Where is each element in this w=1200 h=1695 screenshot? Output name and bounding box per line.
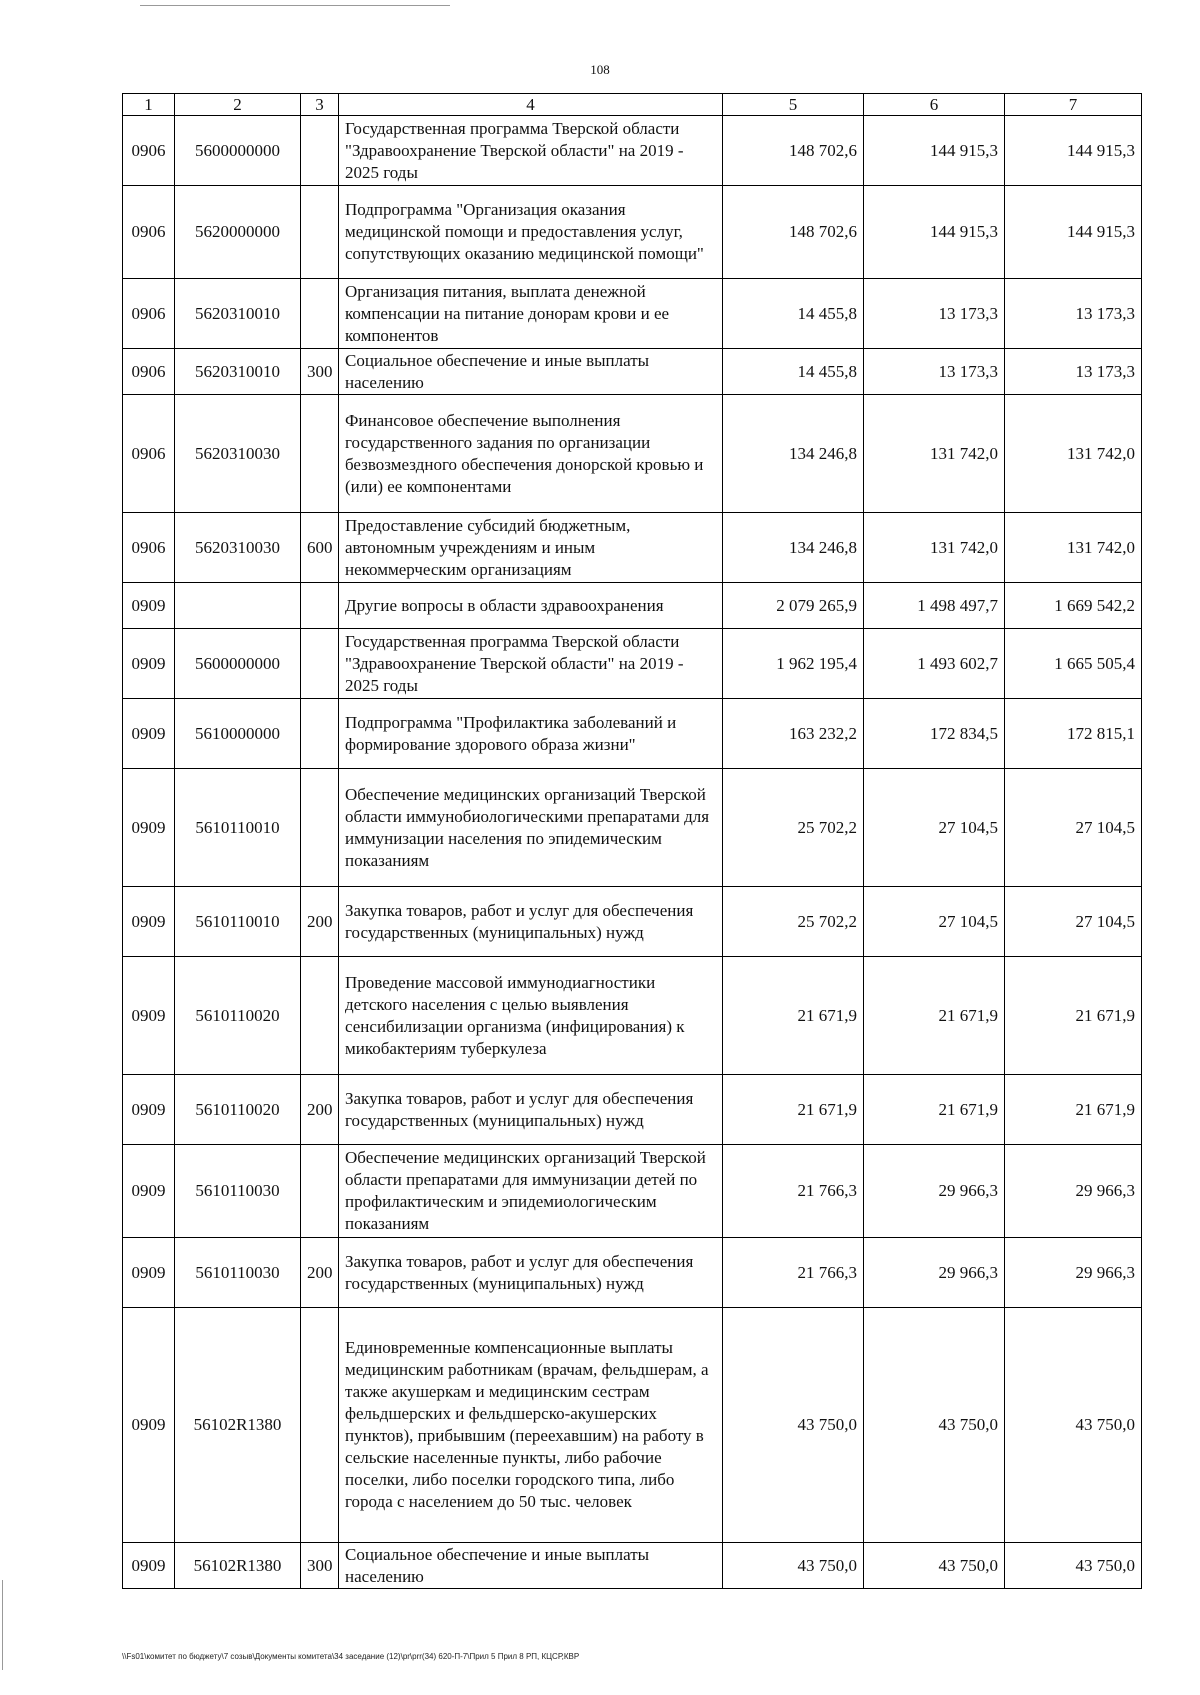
item-name: Обеспечение медицинских организаций Тверской области иммунобиологическими препаратами для иммунизации населения по эпидемическим показаниям: [339, 769, 723, 887]
value-col-5: 21 766,3: [723, 1238, 864, 1308]
expense-type: [301, 1145, 339, 1238]
value-col-5: 25 702,2: [723, 769, 864, 887]
value-col-7: 43 750,0: [1005, 1308, 1142, 1543]
target-code: 5610110030: [175, 1238, 301, 1308]
value-col-5: 43 750,0: [723, 1543, 864, 1589]
expense-type: [301, 116, 339, 186]
item-name: Социальное обеспечение и иные выплаты населению: [339, 349, 723, 395]
table-row: [123, 957, 1142, 1075]
expense-type: [301, 583, 339, 629]
item-name: Другие вопросы в области здравоохранения: [339, 583, 723, 629]
section-code: 0906: [123, 513, 175, 583]
expense-type: [301, 629, 339, 699]
value-col-5: 43 750,0: [723, 1308, 864, 1543]
table-row: [123, 629, 1142, 699]
value-col-6: 29 966,3: [864, 1145, 1005, 1238]
value-col-7: 172 815,1: [1005, 699, 1142, 769]
section-code: 0909: [123, 957, 175, 1075]
target-code: 5610110010: [175, 769, 301, 887]
value-col-7: 29 966,3: [1005, 1238, 1142, 1308]
value-col-7: 131 742,0: [1005, 513, 1142, 583]
value-col-6: 21 671,9: [864, 1075, 1005, 1145]
value-col-6: 43 750,0: [864, 1308, 1005, 1543]
value-col-6: 131 742,0: [864, 395, 1005, 513]
value-col-6: 13 173,3: [864, 349, 1005, 395]
header-col-1: 1: [123, 94, 175, 116]
item-name: Закупка товаров, работ и услуг для обеспечения государственных (муниципальных) нужд: [339, 1238, 723, 1308]
section-code: 0906: [123, 116, 175, 186]
value-col-6: 144 915,3: [864, 186, 1005, 279]
header-col-2: 2: [175, 94, 301, 116]
target-code: 5620000000: [175, 186, 301, 279]
value-col-5: 21 671,9: [723, 1075, 864, 1145]
value-col-5: 14 455,8: [723, 279, 864, 349]
value-col-7: 144 915,3: [1005, 116, 1142, 186]
section-code: 0906: [123, 186, 175, 279]
section-code: 0906: [123, 349, 175, 395]
value-col-6: 1 498 497,7: [864, 583, 1005, 629]
section-code: 0909: [123, 769, 175, 887]
target-code: 5600000000: [175, 629, 301, 699]
budget-table: [122, 93, 1142, 1589]
value-col-6: 131 742,0: [864, 513, 1005, 583]
target-code: 5610110010: [175, 887, 301, 957]
value-col-7: 27 104,5: [1005, 769, 1142, 887]
table-row: [123, 186, 1142, 279]
value-col-5: 134 246,8: [723, 513, 864, 583]
item-name: Государственная программа Тверской области "Здравоохранение Тверской области" на 2019 - 2025 годы: [339, 629, 723, 699]
header-col-6: 6: [864, 94, 1005, 116]
value-col-5: 14 455,8: [723, 349, 864, 395]
table-row: [123, 1543, 1142, 1589]
section-code: 0909: [123, 1308, 175, 1543]
value-col-5: 21 671,9: [723, 957, 864, 1075]
value-col-5: 163 232,2: [723, 699, 864, 769]
item-name: Закупка товаров, работ и услуг для обеспечения государственных (муниципальных) нужд: [339, 1075, 723, 1145]
target-code: 5610110020: [175, 1075, 301, 1145]
expense-type: 200: [301, 1238, 339, 1308]
value-col-6: 13 173,3: [864, 279, 1005, 349]
table-row: [123, 1308, 1142, 1543]
value-col-7: 13 173,3: [1005, 349, 1142, 395]
expense-type: [301, 279, 339, 349]
value-col-7: 1 665 505,4: [1005, 629, 1142, 699]
section-code: 0909: [123, 1238, 175, 1308]
expense-type: [301, 395, 339, 513]
expense-type: 300: [301, 1543, 339, 1589]
value-col-7: 131 742,0: [1005, 395, 1142, 513]
value-col-5: 148 702,6: [723, 116, 864, 186]
scan-line-left: [2, 1580, 3, 1670]
header-col-3: 3: [301, 94, 339, 116]
section-code: 0906: [123, 279, 175, 349]
expense-type: 200: [301, 887, 339, 957]
value-col-5: 21 766,3: [723, 1145, 864, 1238]
header-col-4: 4: [339, 94, 723, 116]
section-code: 0909: [123, 1145, 175, 1238]
table-row: [123, 349, 1142, 395]
item-name: Проведение массовой иммунодиагностики детского населения с целью выявления сенсибилизации организма (инфицирования) к микобактериям туберкулеза: [339, 957, 723, 1075]
target-code: 5620310010: [175, 349, 301, 395]
section-code: 0906: [123, 395, 175, 513]
value-col-7: 43 750,0: [1005, 1543, 1142, 1589]
target-code: 5610110020: [175, 957, 301, 1075]
value-col-7: 144 915,3: [1005, 186, 1142, 279]
table-row: [123, 1238, 1142, 1308]
value-col-6: 43 750,0: [864, 1543, 1005, 1589]
item-name: Закупка товаров, работ и услуг для обеспечения государственных (муниципальных) нужд: [339, 887, 723, 957]
expense-type: 600: [301, 513, 339, 583]
table-row: [123, 583, 1142, 629]
section-code: 0909: [123, 1543, 175, 1589]
expense-type: 300: [301, 349, 339, 395]
value-col-6: 29 966,3: [864, 1238, 1005, 1308]
value-col-6: 21 671,9: [864, 957, 1005, 1075]
table-row: [123, 513, 1142, 583]
value-col-7: 27 104,5: [1005, 887, 1142, 957]
table-row: [123, 279, 1142, 349]
target-code: 5600000000: [175, 116, 301, 186]
section-code: 0909: [123, 887, 175, 957]
value-col-5: 25 702,2: [723, 887, 864, 957]
header-col-5: 5: [723, 94, 864, 116]
item-name: Предоставление субсидий бюджетным, автономным учреждениям и иным некоммерческим организациям: [339, 513, 723, 583]
section-code: 0909: [123, 583, 175, 629]
expense-type: [301, 1308, 339, 1543]
item-name: Государственная программа Тверской области "Здравоохранение Тверской области" на 2019 - 2025 годы: [339, 116, 723, 186]
value-col-5: 148 702,6: [723, 186, 864, 279]
item-name: Подпрограмма "Организация оказания медицинской помощи и предоставления услуг, сопутствующих оказанию медицинской помощи": [339, 186, 723, 279]
target-code: 5620310030: [175, 395, 301, 513]
scan-line-top: [140, 5, 450, 6]
target-code: 5620310010: [175, 279, 301, 349]
target-code: 5610000000: [175, 699, 301, 769]
table-row: [123, 395, 1142, 513]
footer-file-path: \\Fs01\комитет по бюджету\7 созыв\Документы комитета\34 заседание (12)\pr\prr(34) 620-П-7\Прил 5 Прил 8 РП, КЦСР,КВР: [122, 1652, 580, 1661]
value-col-5: 2 079 265,9: [723, 583, 864, 629]
value-col-6: 27 104,5: [864, 769, 1005, 887]
value-col-7: 21 671,9: [1005, 957, 1142, 1075]
value-col-7: 13 173,3: [1005, 279, 1142, 349]
table-row: [123, 1075, 1142, 1145]
target-code: [175, 583, 301, 629]
expense-type: [301, 186, 339, 279]
value-col-6: 1 493 602,7: [864, 629, 1005, 699]
expense-type: [301, 699, 339, 769]
target-code: 56102R1380: [175, 1308, 301, 1543]
item-name: Единовременные компенсационные выплаты медицинским работникам (врачам, фельдшерам, а также акушеркам и медицинским сестрам фельдшерских и фельдшерско-акушерских пунктов), прибывшим (переехавшим) на работу в сельские населенные пункты, либо рабочие поселки, либо поселки городского типа, либо города с населением до 50 тыс. человек: [339, 1308, 723, 1543]
item-name: Подпрограмма "Профилактика заболеваний и формирование здорового образа жизни": [339, 699, 723, 769]
table-row: [123, 699, 1142, 769]
header-row: [123, 94, 1142, 116]
value-col-6: 172 834,5: [864, 699, 1005, 769]
value-col-5: 134 246,8: [723, 395, 864, 513]
expense-type: [301, 957, 339, 1075]
item-name: Обеспечение медицинских организаций Тверской области препаратами для иммунизации детей по профилактическим и эпидемиологическим показаниям: [339, 1145, 723, 1238]
value-col-6: 144 915,3: [864, 116, 1005, 186]
section-code: 0909: [123, 699, 175, 769]
value-col-5: 1 962 195,4: [723, 629, 864, 699]
expense-type: 200: [301, 1075, 339, 1145]
item-name: Организация питания, выплата денежной компенсации на питание донорам крови и ее компонентов: [339, 279, 723, 349]
table-row: [123, 887, 1142, 957]
target-code: 56102R1380: [175, 1543, 301, 1589]
value-col-6: 27 104,5: [864, 887, 1005, 957]
table-row: [123, 769, 1142, 887]
page-number: 108: [590, 62, 610, 77]
table-row: [123, 1145, 1142, 1238]
item-name: Социальное обеспечение и иные выплаты населению: [339, 1543, 723, 1589]
value-col-7: 29 966,3: [1005, 1145, 1142, 1238]
item-name: Финансовое обеспечение выполнения государственного задания по организации безвозмездного обеспечения донорской кровью и (или) ее компонентами: [339, 395, 723, 513]
value-col-7: 21 671,9: [1005, 1075, 1142, 1145]
target-code: 5610110030: [175, 1145, 301, 1238]
expense-type: [301, 769, 339, 887]
value-col-7: 1 669 542,2: [1005, 583, 1142, 629]
section-code: 0909: [123, 1075, 175, 1145]
section-code: 0909: [123, 629, 175, 699]
table-row: [123, 116, 1142, 186]
header-col-7: 7: [1005, 94, 1142, 116]
target-code: 5620310030: [175, 513, 301, 583]
